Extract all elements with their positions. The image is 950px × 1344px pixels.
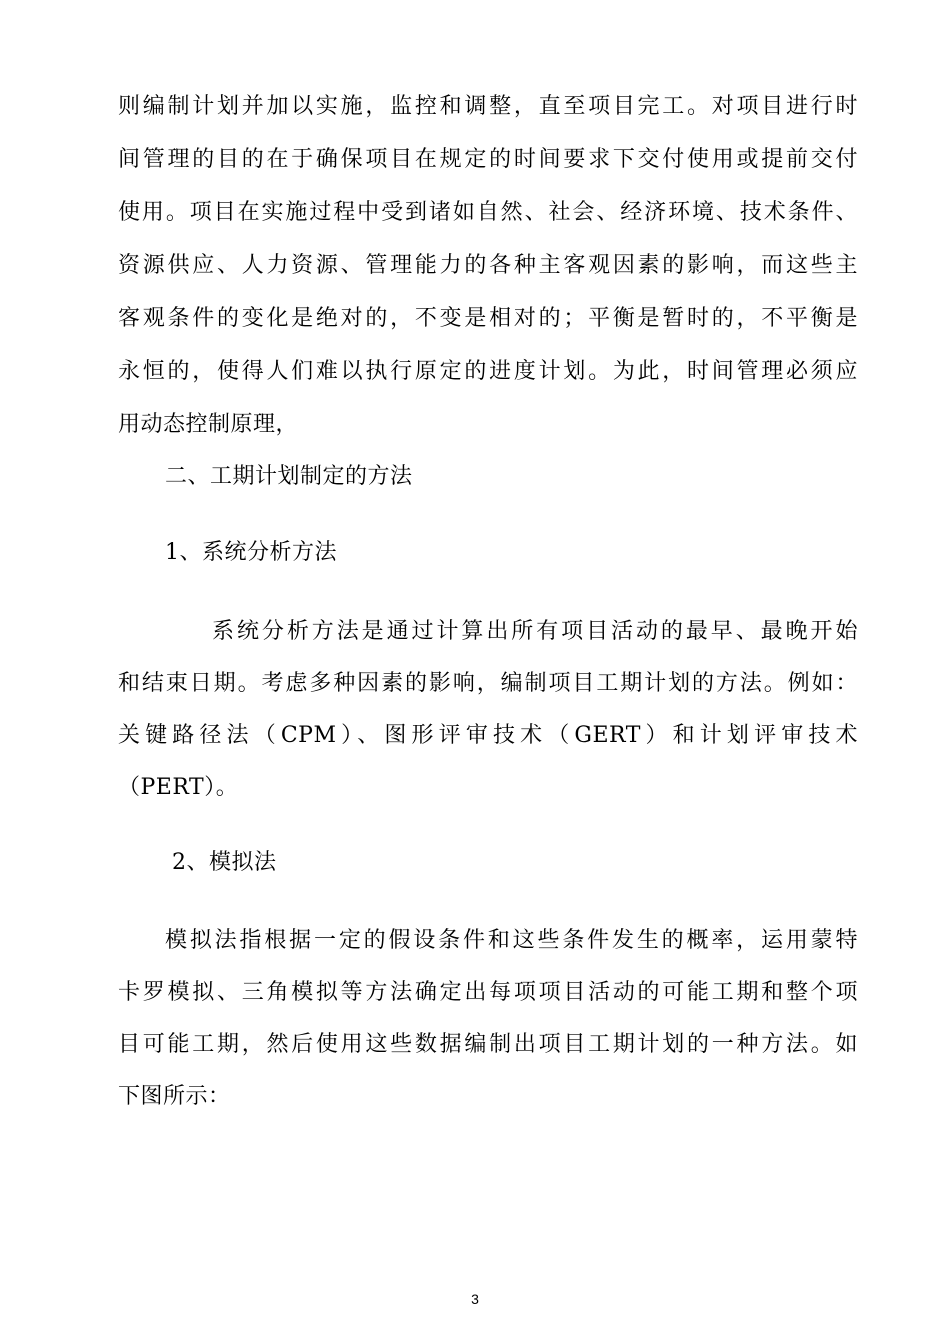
paragraph-3-line-2: 卡罗模拟、三角模拟等方法确定出每项项目活动的可能工期和整个项 bbox=[118, 980, 858, 1005]
paragraph-3-line-3: 目可能工期，然后使用这些数据编制出项目工期计划的一种方法。如 bbox=[118, 1032, 858, 1057]
paragraph-1-line-5: 客观条件的变化是绝对的，不变是相对的；平衡是暂时的，不平衡是 bbox=[118, 306, 858, 331]
paragraph-3-line-1: 模拟法指根据一定的假设条件和这些条件发生的概率，运用蒙特 bbox=[165, 928, 858, 953]
paragraph-1-line-7: 用动态控制原理， bbox=[118, 412, 299, 437]
paragraph-2-line-3: 关键路径法（CPM）、图形评审技术（GERT）和计划评审技术 bbox=[118, 723, 858, 748]
paragraph-1-line-2: 间管理的目的在于确保项目在规定的时间要求下交付使用或提前交付 bbox=[118, 147, 858, 172]
paragraph-1-line-6: 永恒的，使得人们难以执行原定的进度计划。为此，时间管理必须应 bbox=[118, 359, 858, 384]
paragraph-1-line-1: 则编制计划并加以实施，监控和调整，直至项目完工。对项目进行时 bbox=[118, 94, 858, 119]
paragraph-1-line-3: 使用。项目在实施过程中受到诸如自然、社会、经济环境、技术条件、 bbox=[118, 200, 858, 225]
page-number: 3 bbox=[471, 1291, 479, 1307]
paragraph-1-line-4: 资源供应、人力资源、管理能力的各种主客观因素的影响，而这些主 bbox=[118, 253, 858, 278]
paragraph-3-line-4: 下图所示： bbox=[118, 1084, 231, 1109]
paragraph-2-line-1: 系统分析方法是通过计算出所有项目活动的最早、最晚开始 bbox=[212, 619, 858, 644]
subheading-system-analysis: 1、系统分析方法 bbox=[165, 540, 337, 565]
paragraph-2-line-2: 和结束日期。考虑多种因素的影响，编制项目工期计划的方法。例如： bbox=[118, 671, 858, 696]
subheading-simulation: 2、模拟法 bbox=[172, 850, 277, 875]
paragraph-2-line-4: （PERT）。 bbox=[118, 775, 239, 800]
section-heading: 二、工期计划制定的方法 bbox=[165, 464, 413, 489]
